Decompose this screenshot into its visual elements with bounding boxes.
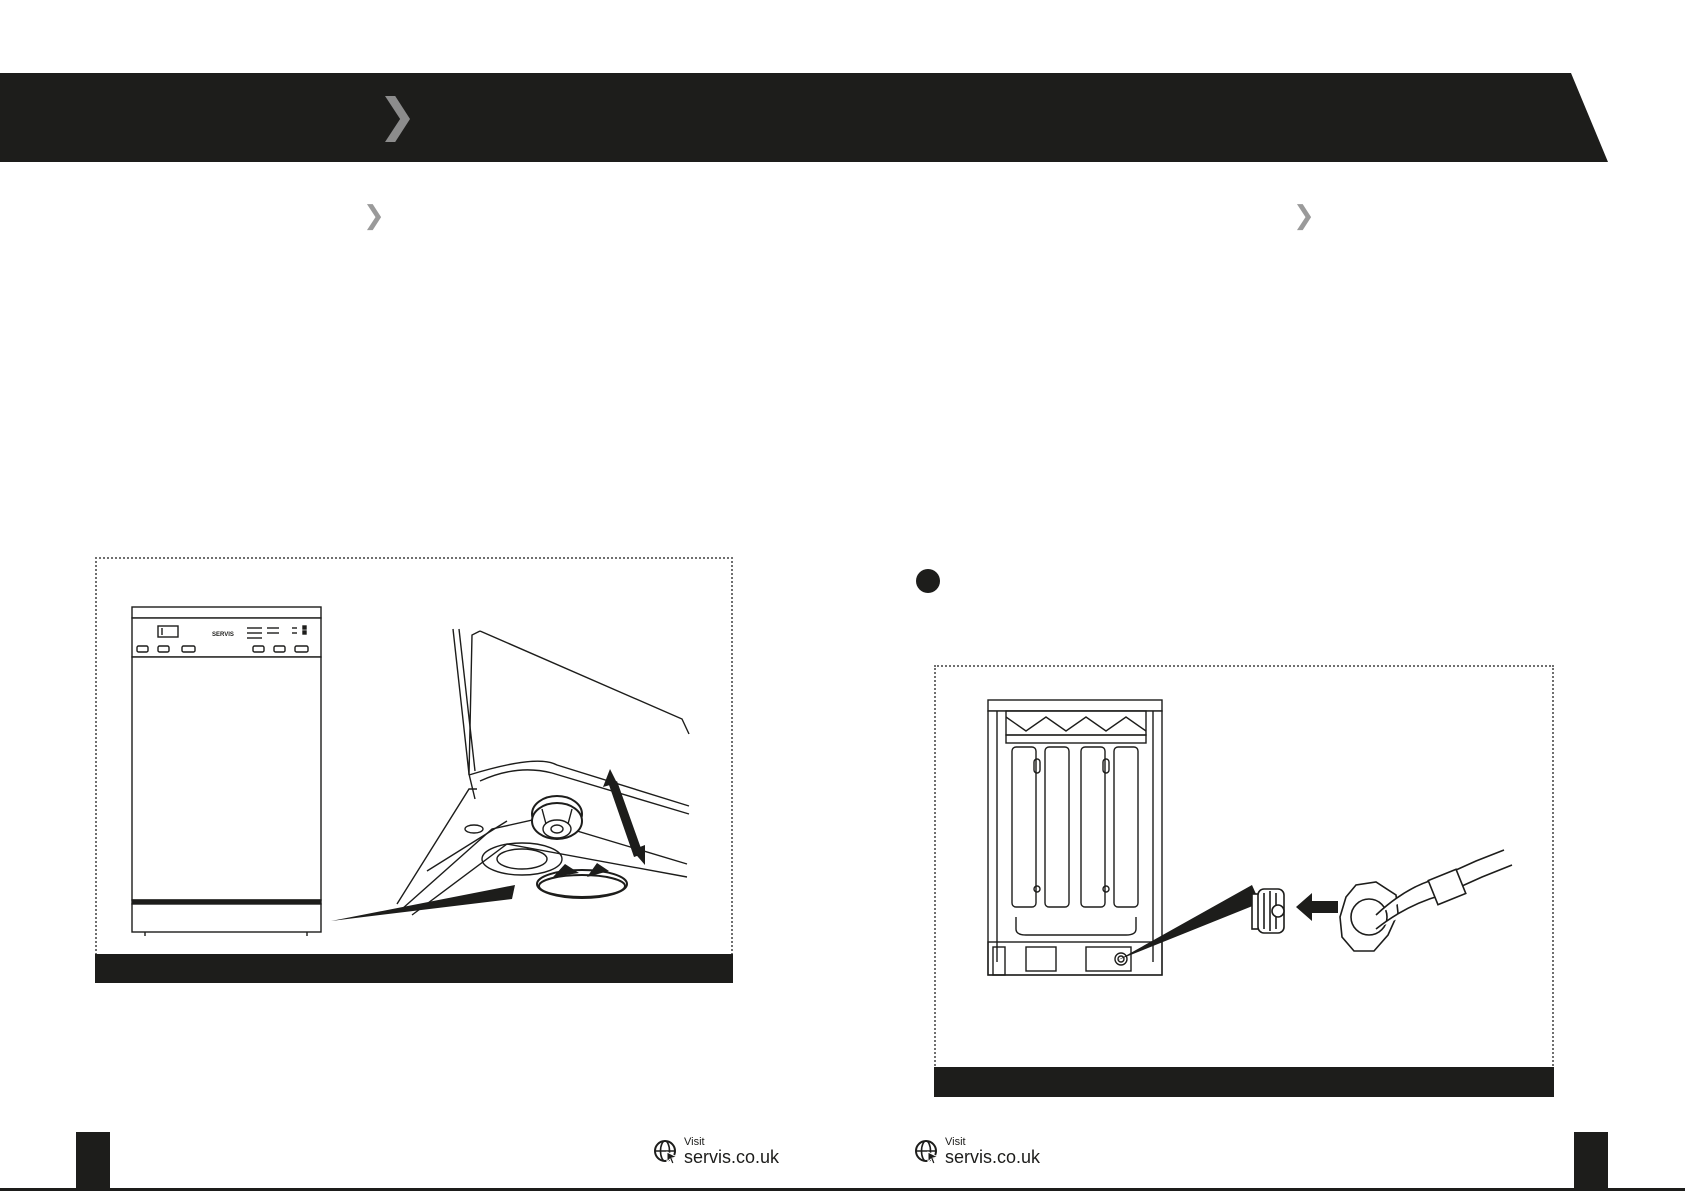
bullet-icon <box>916 569 940 593</box>
brand-label: SERVIS <box>212 632 234 638</box>
right-section-chevron-icon: ❯ <box>1293 201 1315 231</box>
header-chevron-icon: ❯ <box>378 88 417 142</box>
left-figure-caption-bar <box>95 954 733 983</box>
rotate-arrow-icon <box>537 863 627 898</box>
visit-url[interactable]: servis.co.uk <box>945 1147 1041 1167</box>
push-arrow-icon <box>1296 893 1338 921</box>
visit-label: Visit <box>945 1136 966 1148</box>
right-visit-link[interactable] <box>914 1136 1040 1167</box>
right-figure-illustration <box>936 667 1552 1067</box>
header-band <box>0 73 1608 162</box>
adjustable-foot-closeup <box>397 629 689 915</box>
globe-cursor-icon <box>914 1139 940 1165</box>
right-page-tab <box>1574 1132 1608 1191</box>
visit-url[interactable]: servis.co.uk <box>684 1147 780 1167</box>
inlet-valve-connector <box>1252 889 1284 933</box>
dishwasher-rear-icon <box>988 700 1162 975</box>
left-section-chevron-icon: ❯ <box>363 201 385 231</box>
right-figure-caption-bar <box>934 1067 1554 1097</box>
height-adjust-arrow-icon <box>603 769 645 865</box>
globe-cursor-icon <box>653 1139 679 1165</box>
dishwasher-front-icon <box>132 607 321 936</box>
left-figure-illustration <box>97 559 731 952</box>
left-visit-link[interactable] <box>653 1136 779 1167</box>
visit-label: Visit <box>684 1136 705 1148</box>
inlet-hose-icon <box>1340 850 1512 951</box>
left-page-tab <box>76 1132 110 1191</box>
